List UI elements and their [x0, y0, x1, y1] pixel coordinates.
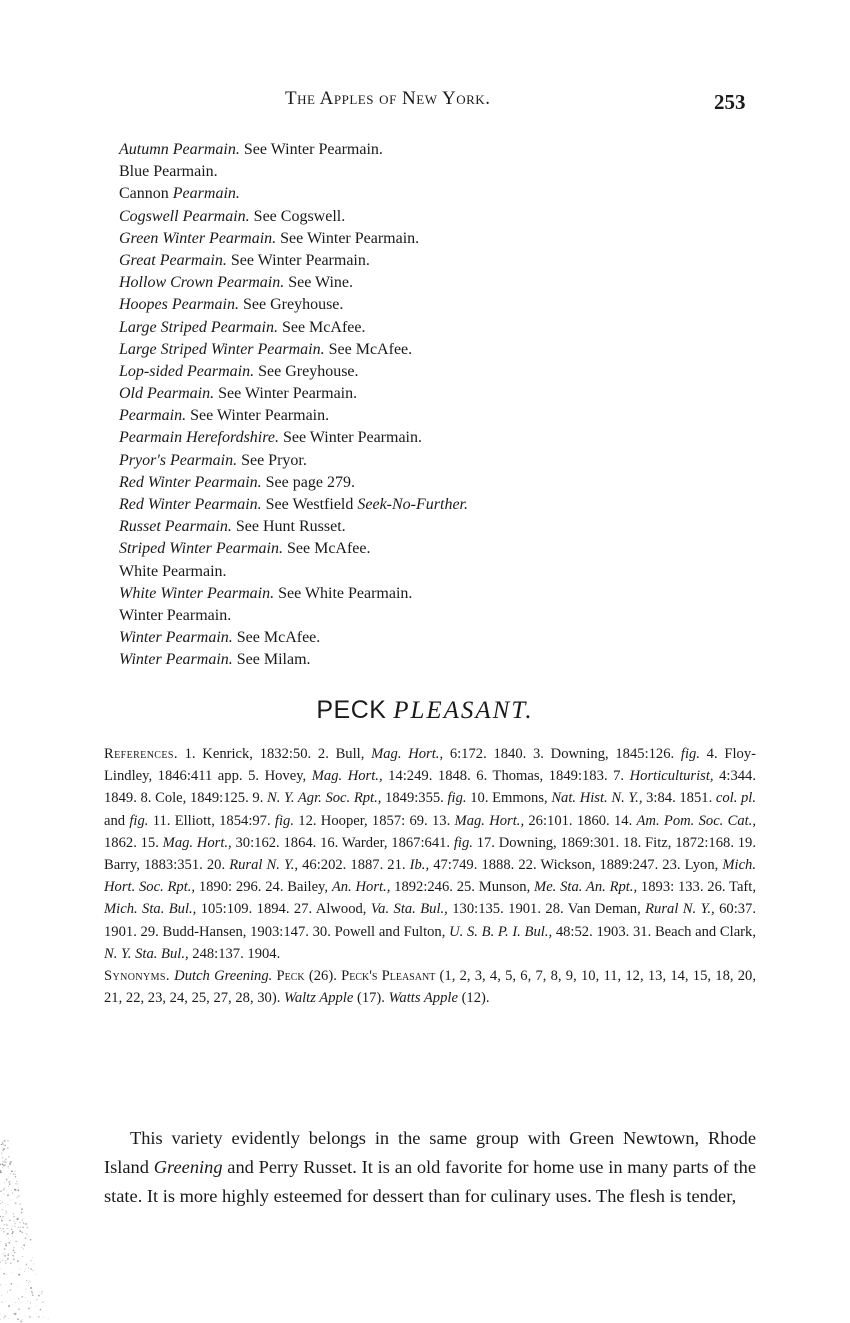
text-run: 105:109. 1894. 27. Alwood, — [196, 901, 371, 918]
index-entry-name: Autumn Pearmain. — [119, 141, 240, 158]
text-run: 130:135. 1901. 28. Van Deman, — [447, 901, 646, 918]
italic-run: Va. Sta. Bul., — [370, 901, 448, 918]
text-run: 1. Kenrick, 1832:50. 2. Bull, — [177, 746, 372, 762]
body-paragraph — [104, 1124, 756, 1211]
index-entry-ref: See McAfee. — [324, 340, 413, 358]
italic-run: Rural N. Y., — [645, 901, 715, 918]
index-entry — [119, 450, 759, 472]
text-run: 1862. 15. — [104, 834, 163, 851]
index-entry — [119, 649, 759, 671]
index-entry — [119, 139, 759, 161]
italic-run: fig. — [447, 790, 467, 807]
index-entry-ref: See Greyhouse. — [238, 296, 344, 314]
italic-run: Mich. Sta. Bul., — [104, 901, 197, 918]
text-run: 6:172. 1840. 3. Downing, 1845:126. — [443, 746, 681, 762]
index-entry — [119, 472, 759, 494]
italic-run: Mag. Hort., — [162, 834, 232, 851]
synonyms-text — [104, 968, 756, 1006]
italic-run: fig. — [274, 812, 294, 829]
text-run: 26:101. 1860. 14. — [524, 812, 637, 829]
text-run: 10. Emmons, — [466, 790, 552, 807]
index-entry-name: Hollow Crown Pearmain. — [119, 274, 285, 292]
text-run: 1892:246. 25. Munson, — [390, 879, 535, 896]
italic-run: Me. Sta. An. Rpt., — [534, 879, 638, 896]
index-entry — [119, 161, 759, 183]
index-entry-ref: See Greyhouse. — [254, 362, 359, 380]
index-entry-ref: See Pryor. — [237, 451, 307, 469]
index-entry-name: Pearmain Herefordshire. — [119, 429, 279, 447]
index-entry-ref: See Winter Pearmain. — [214, 385, 358, 403]
text-run: (26). — [304, 968, 342, 985]
index-entry-ref: See Winter Pearmain. — [239, 141, 383, 158]
italic-run: Horticulturist, — [629, 768, 714, 785]
index-entry — [119, 294, 759, 316]
italic-run: Mich. Hort. Soc. Rpt., — [104, 857, 756, 896]
index-entry — [119, 405, 759, 427]
italic-run: An. Hort., — [331, 879, 391, 896]
index-entry-name: Red Winter Pearmain. — [119, 496, 262, 513]
text-run: 4:344. 1849. 8. Cole, 1849:125. 9. — [104, 768, 756, 807]
index-entry — [119, 317, 759, 339]
index-entry — [119, 605, 759, 627]
italic-run: Dutch Greening. — [174, 968, 273, 985]
index-entry — [119, 339, 759, 361]
italic-run: fig. — [453, 834, 473, 851]
text-run: 48:52. 1903. 31. Beach and Clark, — [552, 923, 756, 940]
text-run: 60:37. 1901. 29. Budd-Hansen, 1903:147. 30. Powell and Fulton, — [104, 901, 756, 940]
text-run: 248:137. 1904. — [188, 945, 281, 962]
text-run: 30:162. 1864. 16. Warder, 1867:641. — [231, 834, 454, 851]
index-entry-ref: See Milam. — [232, 651, 311, 669]
text-run: 1893: 133. 26. Taft, — [637, 879, 756, 896]
index-entry — [119, 583, 759, 605]
index-entry-name: Large Striped Pearmain. — [119, 318, 278, 336]
margin-speckle — [0, 1140, 60, 1323]
smallcaps-run: Peck — [276, 968, 305, 985]
index-entry-ref: See Winter Pearmain. — [278, 429, 422, 447]
synonyms-label: Synonyms. — [104, 968, 170, 985]
italic-run: Am. Pom. Soc. Cat., — [636, 812, 756, 829]
pearmain-index-list — [119, 139, 759, 672]
index-entry-roman-prefix: White Pearmain. — [119, 562, 227, 580]
index-entry-name: Green Winter Pearmain. — [119, 229, 277, 247]
index-entry-ref: See Westfield — [261, 496, 358, 513]
index-entry-ref-italic: Seek-No-Further. — [357, 496, 469, 513]
index-entry — [119, 494, 759, 516]
italic-run: Mag. Hort., — [311, 768, 383, 785]
italic-run: N. Y. Agr. Soc. Rpt., — [267, 790, 382, 807]
text-run: 4. Floy-Lindley, 1846:411 app. 5. Hovey, — [104, 746, 756, 785]
index-entry — [119, 383, 759, 405]
index-entry — [119, 250, 759, 272]
index-entry-ref: See Winter Pearmain. — [186, 407, 330, 425]
italic-run: Ib., — [409, 857, 430, 874]
italic-run: U. S. B. P. I. Bul., — [449, 923, 553, 940]
text-run: This variety evidently belongs in the same group with Green Newtown, Rhode Island — [104, 1128, 756, 1177]
index-entry-ref: See Cogswell. — [249, 207, 346, 225]
index-entry — [119, 627, 759, 649]
italic-run: Mag. Hort., — [371, 746, 444, 762]
index-entry-ref: See Hunt Russet. — [231, 518, 346, 536]
index-entry — [119, 206, 759, 228]
index-entry-name: Striped Winter Pearmain. — [119, 540, 283, 558]
index-entry-ref: See McAfee. — [282, 540, 371, 558]
index-entry — [119, 538, 759, 560]
italic-run: Mag. Hort., — [454, 812, 525, 829]
index-entry — [119, 561, 759, 583]
index-entry — [119, 272, 759, 294]
text-run: 17. Downing, 1869:301. 18. Fitz, 1872:168. 19. Barry, 1883:351. 20. — [104, 834, 756, 874]
index-entry-name: Lop-sided Pearmain. — [119, 362, 255, 380]
italic-run: Rural N. Y., — [229, 857, 299, 874]
index-entry-name: Red Winter Pearmain. — [119, 473, 262, 491]
text-run: (17). — [353, 990, 389, 1007]
references-block — [104, 743, 756, 1009]
index-entry-name: Pearmain. — [119, 407, 187, 425]
index-entry — [119, 361, 759, 383]
text-run: 46:202. 1887. 21. — [298, 857, 410, 874]
index-entry-roman-prefix: Blue Pearmain. — [119, 163, 218, 181]
italic-run: Greening — [153, 1157, 223, 1177]
index-entry-ref: See Wine. — [284, 274, 354, 292]
index-entry-name: Winter Pearmain. — [119, 629, 233, 647]
index-entry-name: Cogswell Pearmain. — [119, 207, 250, 225]
index-entry-ref: See White Pearmain. — [274, 584, 413, 602]
index-entry — [119, 183, 759, 205]
text-run: (12). — [457, 990, 490, 1007]
section-title-rest: PLEASANT. — [393, 697, 534, 724]
italic-run: Waltz Apple — [284, 990, 354, 1007]
index-entry — [119, 228, 759, 250]
italic-run: fig. — [680, 746, 700, 762]
index-entry-name: Pryor's Pearmain. — [119, 451, 238, 469]
italic-run: Nat. Hist. N. Y., — [551, 790, 643, 807]
synonyms-paragraph — [104, 965, 756, 1009]
text-run: and Perry Russet. It is an old favorite for home use in many parts of the state. It is more highly esteemed for dessert than for culinary uses. The flesh is tender, — [104, 1157, 757, 1206]
text-run: 14:249. 1848. 6. Thomas, 1849:183. 7. — [382, 768, 630, 785]
index-entry — [119, 516, 759, 538]
text-run: 12. Hooper, 1857: 69. 13. — [293, 812, 455, 829]
index-entry-roman-prefix: Winter Pearmain. — [119, 606, 232, 624]
page-number: 253 — [714, 90, 746, 114]
index-entry-name: Great Pearmain. — [119, 251, 227, 269]
italic-run: N. Y. Sta. Bul., — [104, 945, 189, 962]
index-entry-name: Large Striped Winter Pearmain. — [119, 340, 325, 358]
index-entry-roman-prefix: Cannon — [119, 185, 173, 203]
section-title — [0, 696, 850, 725]
text-run: and — [104, 812, 130, 829]
references-paragraph — [104, 743, 756, 965]
text-run: 47:749. 1888. 22. Wickson, 1889:247. 23. Lyon, — [429, 857, 723, 874]
index-entry — [119, 427, 759, 449]
text-run: 11. Elliott, 1854:97. — [148, 812, 275, 829]
index-entry-name: Hoopes Pearmain. — [119, 296, 239, 314]
index-entry-ref: See McAfee. — [232, 629, 321, 647]
index-entry-name: White Winter Pearmain. — [119, 584, 275, 602]
index-entry-ref: See page 279. — [261, 473, 355, 491]
text-run: (1, 2, 3, 4, 5, 6, 7, 8, 9, 10, 11, 12, 13, 14, 15, 18, 20, 21, 22, 23, 24, 25, 27, 28, 30). — [104, 968, 756, 1007]
text-run: 1890: 296. 24. Bailey, — [195, 879, 332, 896]
index-entry-name: Old Pearmain. — [119, 385, 215, 403]
index-entry-name: Russet Pearmain. — [119, 518, 232, 536]
smallcaps-run: Peck's Pleasant — [341, 968, 436, 985]
index-entry-ref: See Winter Pearmain. — [276, 229, 420, 247]
references-text — [104, 746, 756, 962]
running-head: The Apples of New York. — [285, 88, 491, 109]
index-entry-ref: See Winter Pearmain. — [226, 251, 370, 269]
italic-run: col. pl. — [715, 790, 757, 807]
index-entry-name: Pearmain. — [172, 185, 240, 203]
references-label: References. — [104, 746, 178, 762]
italic-run: fig. — [129, 812, 149, 829]
index-entry-name: Winter Pearmain. — [119, 651, 233, 669]
index-entry-ref: See McAfee. — [277, 318, 366, 336]
text-run: 1849:355. — [381, 790, 448, 807]
section-title-lead: PECK — [316, 696, 387, 724]
text-run: 3:84. 1851. — [642, 790, 716, 807]
italic-run: Watts Apple — [388, 990, 458, 1007]
